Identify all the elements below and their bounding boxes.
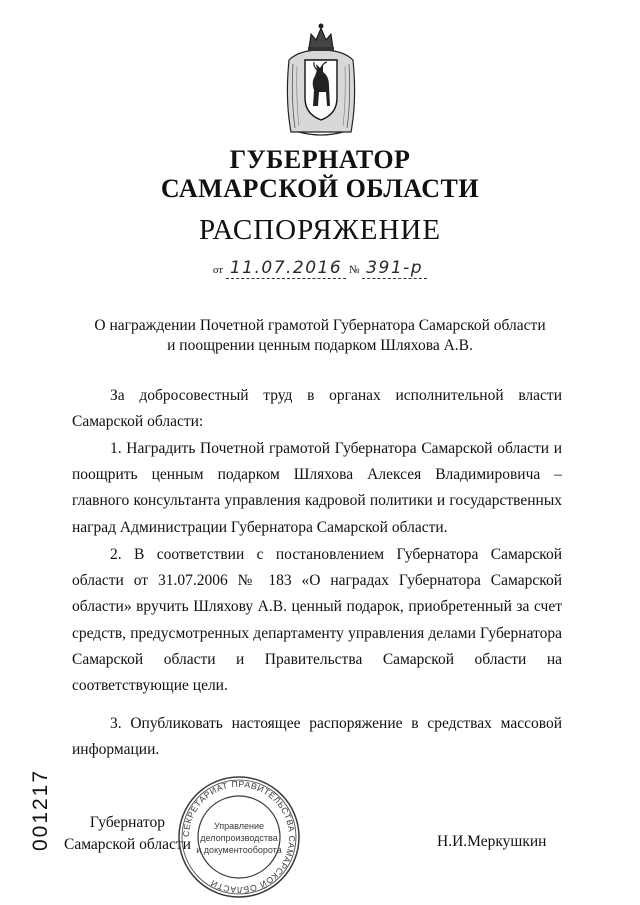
item-2-paragraph [72, 542, 562, 699]
handwritten-date: 11.07.2016 [229, 258, 343, 278]
intro-text: За добросовестный труд в органах исполнительной власти Самарской области: [72, 387, 562, 431]
signatory-title [64, 812, 191, 856]
document-type: РАСПОРЯЖЕНИЕ [198, 214, 442, 246]
number-field [362, 258, 427, 279]
intro-paragraph [72, 383, 562, 435]
serial-number: 001217 [29, 768, 52, 852]
signatory-title-line1: Губернатор [89, 814, 165, 831]
document-title [60, 316, 580, 356]
stamp-center-line2: делопроизводства [200, 833, 278, 843]
date-number-line [0, 258, 640, 279]
number-label: № [348, 264, 360, 276]
signatory-title-line2: Самарской области [64, 836, 191, 853]
item-1-text: 1. Наградить Почетной грамотой Губернатора Самарской области и поощрить ценным подарком Шляхова Алексея Владимировича – главного консультанта управления кадровой политики и государственных наград Администрации Губернатора Самарской области. [72, 440, 562, 536]
stamp-center-line1: Управление [213, 821, 265, 831]
issuer-title-line1: ГУБЕРНАТОР [229, 145, 411, 174]
document-title-line1: О награждении Почетной грамотой Губернатора Самарской области [94, 317, 546, 334]
item-2-text: 2. В соответствии с постановлением Губернатора Самарской области от 31.07.2006 № 183 «О наградах Губернатора Самарской области» вручить Шляхову А.В. ценный подарок, приобретенный за счет средств, предусмотренных департаменту управления делами Губернатора Самарской области и Правительства Самарской области на соответствующие цели. [72, 546, 562, 695]
item-3-paragraph [72, 711, 562, 763]
issuer-title-line2: САМАРСКОЙ ОБЛАСТИ [160, 174, 480, 203]
coat-of-arms-icon [283, 20, 359, 140]
stamp-ring-text: СЕКРЕТАРИАТ ПРАВИТЕЛЬСТВА САМАРСКОЙ ОБЛАСТИ [180, 778, 298, 896]
stamp-center-line3: и документооборота [196, 845, 282, 855]
document-title-line2: и поощрении ценным подарком Шляхова А.В. [167, 337, 473, 354]
item-3-text: 3. Опубликовать настоящее распоряжение в средствах массовой информации. [72, 715, 562, 759]
signatory-name: Н.И.Меркушкин [437, 833, 547, 850]
date-from-label: от [212, 264, 224, 276]
item-1-paragraph [72, 436, 562, 541]
handwritten-number: 391-р [366, 258, 424, 278]
date-field [226, 258, 346, 279]
round-stamp-icon [176, 774, 302, 900]
